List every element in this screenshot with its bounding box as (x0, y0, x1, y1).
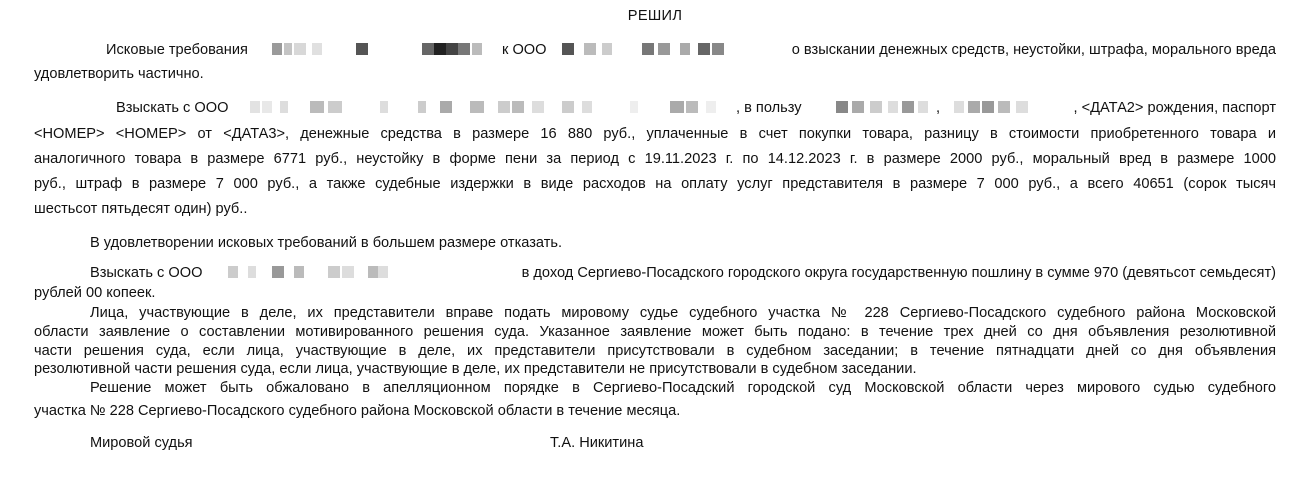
paragraph-motivated-decision-line-1: Лица, участвующие в деле, их представители вправе подать мировому судье судебного участка № 228 Сергиево-Посадского судебного района Московской (90, 305, 1276, 321)
claims-subject: о взыскании денежных средств, неустойки, штрафа, морального вреда (791, 42, 1276, 58)
signature-name: Т.А. Никитина (550, 435, 644, 451)
paragraph-appeal-line-1: Решение может быть обжаловано в апелляционном порядке в Сергиево-Посадский городской суд Московской области через мирового судью судебного (90, 380, 1276, 396)
claims-defendant-prefix: к ООО (502, 42, 547, 58)
redacted-beneficiary-surname (836, 101, 932, 115)
state-duty-text: в доход Сергиево-Посадского городского округа государственную пошлину в сумме 970 (девятьсот семьдесят) (521, 265, 1276, 281)
signature-role: Мировой судья (90, 435, 193, 451)
redacted-plaintiff-name (272, 43, 492, 57)
redacted-beneficiary-name (954, 101, 1040, 115)
recovery-birth-passport: , <ДАТА2> рождения, паспорт (1073, 100, 1276, 116)
paragraph-claims-line-2: удовлетворить частично. (34, 66, 204, 82)
paragraph-state-duty-line-1 (34, 263, 1276, 284)
paragraph-motivated-decision-line-4: резолютивной части решения суда, если лица, участвующие в деле, их представители не присутствовали в судебном заседании. (34, 361, 917, 377)
paragraph-claims-line-1 (34, 40, 1276, 61)
redacted-defendant-name (562, 43, 727, 57)
paragraph-recovery-line-1 (34, 98, 1276, 119)
paragraph-motivated-decision-line-3: части решения суда, если лица, участвующие в деле, их представители присутствовали в судебном заседании; в течение пятнадцати дней со дня объявления (34, 343, 1276, 359)
recovery-beneficiary-prefix: , в пользу (736, 100, 802, 116)
paragraph-recovery-line-2: <НОМЕР> <НОМЕР> от <ДАТА3>, денежные средства в размере 16 880 руб., уплаченные в счет покупки товара, разницу в стоимости приобретенного товара и (34, 126, 1276, 142)
paragraph-recovery-line-3: аналогичного товара в размере 6771 руб., неустойку в форме пени за период с 19.11.2023 г. по 14.12.2023 г. в размере 2000 руб., моральный вред в размере 1000 (34, 151, 1276, 167)
recovery-comma: , (936, 100, 941, 116)
redacted-defendant-short-name (228, 266, 390, 280)
paragraph-motivated-decision-line-2: области заявление о составлении мотивированного решения суда. Указанное заявление может быть подано: в течение трех дней со дня объявления резолютивной (34, 324, 1276, 340)
paragraph-appeal-line-2: участка № 228 Сергиево-Посадского судебного района Московской области в течение месяца. (34, 403, 681, 419)
paragraph-refusal: В удовлетворении исковых требований в большем размере отказать. (90, 235, 563, 251)
claims-intro: Исковые требования (106, 42, 248, 58)
state-duty-intro: Взыскать с ООО (90, 265, 203, 281)
recovery-intro: Взыскать с ООО (116, 100, 229, 116)
paragraph-recovery-line-4: руб., штраф в размере 7 000 руб., а также судебные издержки в виде расходов на оплату услуг представителя в размере 7 000 руб., а всего 40651 (сорок тысяч (34, 176, 1276, 192)
redacted-defendant-full-name (250, 101, 730, 115)
paragraph-state-duty-line-2: рублей 00 копеек. (34, 285, 156, 301)
paragraph-recovery-line-5: шестьсот пятьдесят один) руб.. (34, 201, 248, 217)
decision-heading: РЕШИЛ (627, 8, 683, 24)
